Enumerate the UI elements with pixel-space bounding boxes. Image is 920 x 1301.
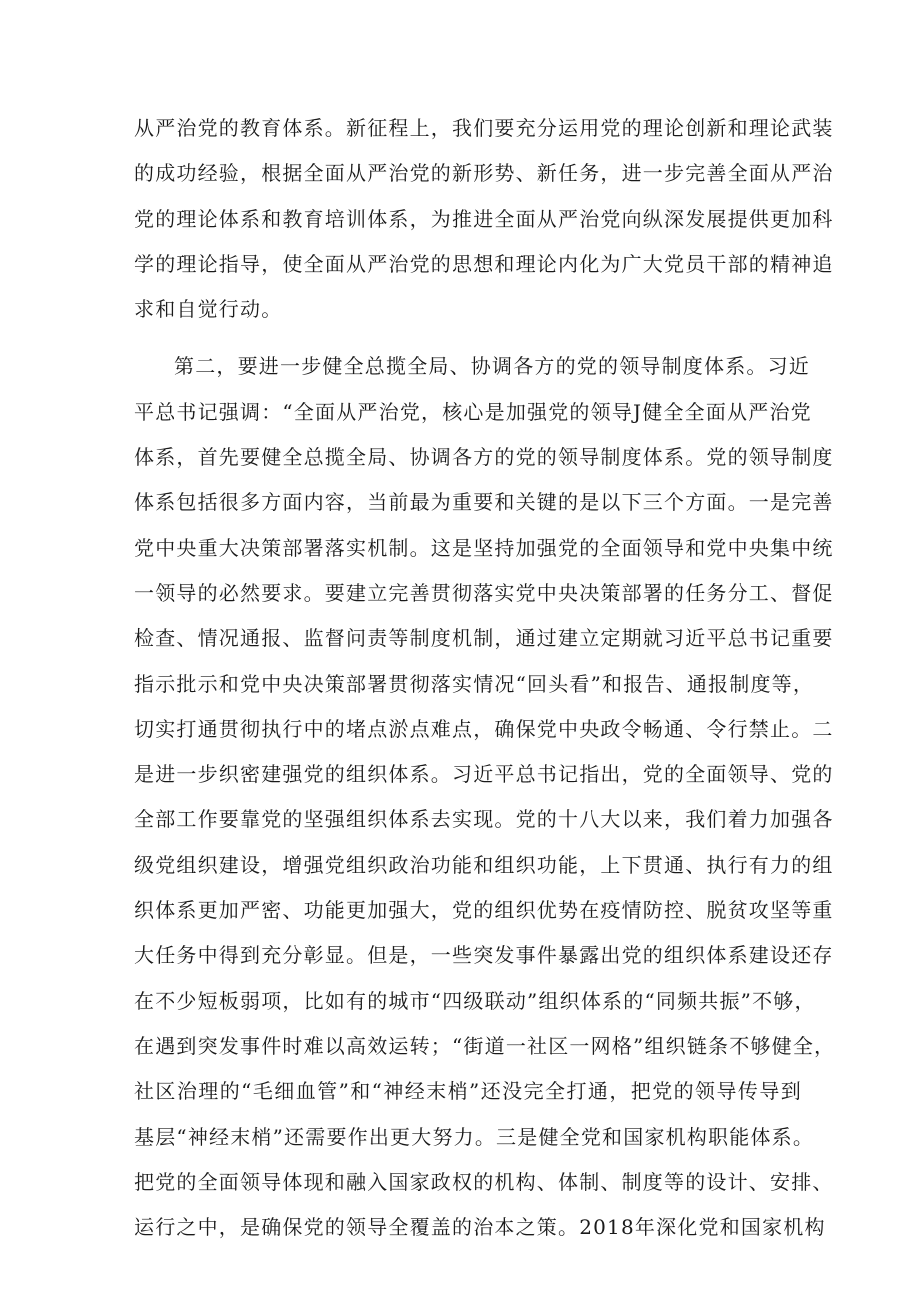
text-line: 党中央重大决策部署落实机制。这是坚持加强党的全面领导和党中央集中统 bbox=[134, 535, 834, 560]
paragraph-1 bbox=[134, 106, 834, 332]
text-line: 体系包括很多方面内容，当前最为重要和关键的是以下三个方面。一是完善 bbox=[134, 490, 834, 515]
text-line: 的成功经验，根据全面从严治党的新形势、新任务，进一步完善全面从严治 bbox=[134, 161, 834, 186]
text-line: 体系，首先要健全总揽全局、协调各方的党的领导制度体系。党的领导制度 bbox=[134, 445, 834, 470]
text-line: 全部工作要靠党的坚强组织体系去实现。党的十八大以来，我们着力加强各 bbox=[134, 807, 834, 832]
text-line: 切实打通贯彻执行中的堵点淤点难点，确保党中央政令畅通、令行禁止。二 bbox=[134, 716, 834, 741]
text-line: 指示批示和党中央决策部署贯彻落实情况“回头看”和报告、通报制度等， bbox=[134, 671, 815, 696]
text-line: 把党的全面领导体现和融入国家政权的机构、体制、制度等的设计、安排、 bbox=[134, 1169, 834, 1194]
text-line: 一领导的必然要求。要建立完善贯彻落实党中央决策部署的任务分工、督促 bbox=[134, 580, 834, 605]
text-line: 第二，要进一步健全总揽全局、协调各方的党的领导制度体系。习近 bbox=[174, 354, 810, 379]
text-line: 检查、情况通报、监督问责等制度机制，通过建立定期就习近平总书记重要 bbox=[134, 626, 834, 651]
text-line: 织体系更加严密、功能更加强大，党的组织优势在疫情防控、脱贫攻坚等重 bbox=[134, 898, 834, 923]
text-line: 从严治党的教育体系。新征程上，我们要充分运用党的理论创新和理论武装 bbox=[134, 116, 834, 140]
document-body bbox=[134, 106, 836, 1250]
text-line: 党的理论体系和教育培训体系，为推进全面从严治党向纵深发展提供更加科 bbox=[134, 206, 834, 231]
text-line: 是进一步织密建强党的组织体系。习近平总书记指出，党的全面领导、党的 bbox=[134, 762, 834, 787]
text-line: 社区治理的“毛细血管”和“神经末梢”还没完全打通，把党的领导传导到 bbox=[134, 1079, 802, 1104]
text-line: 求和自觉行动。 bbox=[134, 297, 283, 322]
text-line: 基层“神经末梢”还需要作出更大努力。三是健全党和国家机构职能体系。 bbox=[134, 1124, 815, 1149]
text-line: 大任务中得到充分彰显。但是，一些突发事件暴露出党的组织体系建设还存 bbox=[134, 943, 834, 968]
text-line: 学的理论指导，使全面从严治党的思想和理论内化为广大党员干部的精神追 bbox=[134, 251, 834, 276]
paragraph-2 bbox=[134, 344, 836, 1250]
text-line: 在不少短板弱项，比如有的城市“四级联动”组织体系的“同频共振”不够， bbox=[134, 988, 816, 1013]
text-line: 级党组织建设，增强党组织政治功能和组织功能，上下贯通、执行有力的组 bbox=[134, 852, 834, 877]
text-line: 运行之中，是确保党的领导全覆盖的治本之策。2018年深化党和国家机构 bbox=[134, 1215, 826, 1240]
paragraph-gap bbox=[134, 332, 802, 344]
text-line: 平总书记强调：“全面从严治党，核心是加强党的领导J健全全面从严治党 bbox=[134, 399, 812, 424]
text-line: 在遇到突发事件时难以高效运转；“街道一社区一网格”组织链条不够健全， bbox=[134, 1033, 836, 1058]
